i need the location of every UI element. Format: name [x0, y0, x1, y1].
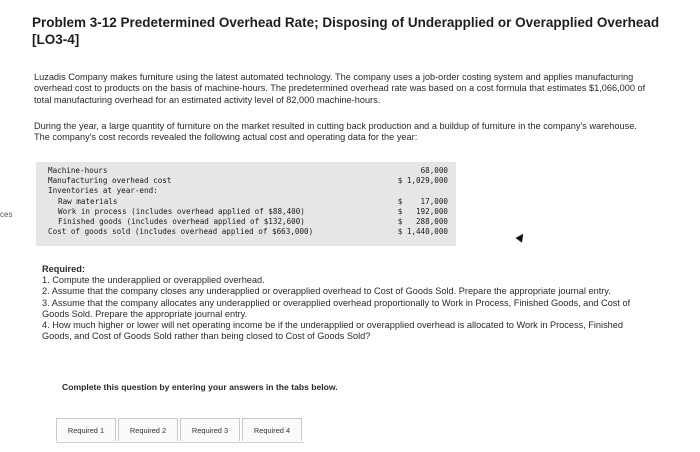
problem-title: Problem 3-12 Predetermined Overhead Rate; Disposing of Underapplied or Overapplied Overhead [LO3-4] — [32, 15, 660, 47]
row-label: Work in process (includes overhead applied of $88,400) — [58, 207, 305, 216]
table-row — [36, 217, 456, 227]
row-label: Cost of goods sold (includes overhead applied of $663,000) — [48, 227, 314, 236]
required-item-1: 1. Compute the underapplied or overapplied overhead. — [42, 275, 265, 286]
table-row — [36, 227, 456, 237]
tab-required-2[interactable]: Required 2 — [118, 418, 178, 441]
cost-data-table — [36, 162, 456, 246]
table-row — [36, 197, 456, 207]
table-row — [36, 186, 456, 196]
problem-paragraph-1: Luzadis Company makes furniture using the latest automated technology. The company uses a job-order costing system and applies manufacturing overhead cost to products on the basis of machine-hours. The predetermined overhead rate was based on a cost formula that estimates $1,066,000 of total manufacturing overhead for an estimated activity level of 82,000 machine-hours. — [34, 72, 646, 105]
required-item-2: 2. Assume that the company closes any underapplied or overapplied overhead to Cost of Goods Sold. Prepare the appropriate journal entry. — [42, 286, 611, 297]
problem-paragraph-2: During the year, a large quantity of furniture on the market resulted in cutting back production and a buildup of furniture in the company's warehouse. The company's cost records revealed the following actual cost and operating data for the year: — [34, 121, 637, 143]
tab-required-1[interactable]: Required 1 — [56, 418, 116, 441]
required-heading: Required: — [42, 264, 85, 274]
tab-required-4[interactable]: Required 4 — [242, 418, 302, 441]
row-label: Manufacturing overhead cost — [48, 176, 172, 185]
row-value: $ 288,000 — [397, 217, 448, 226]
row-value: 68,000 — [420, 166, 448, 175]
row-value: $ 192,000 — [397, 207, 448, 216]
row-value: $ 1,029,000 — [397, 176, 448, 185]
instruction-text: Complete this question by entering your answers in the tabs below. — [62, 382, 338, 392]
mouse-cursor-icon — [515, 231, 526, 242]
table-row — [36, 207, 456, 217]
required-section — [42, 264, 642, 342]
row-value: $ 17,000 — [397, 197, 448, 206]
row-label: Inventories at year-end: — [48, 186, 158, 195]
row-label: Raw materials — [58, 197, 118, 206]
table-row — [36, 166, 456, 176]
sidebar-label: ces — [0, 210, 13, 219]
required-item-3: 3. Assume that the company allocates any underapplied or overapplied overhead proportionally to Work in Process, Finished Goods, and Cost of Goods Sold. Prepare the appropriate journal entry. — [42, 297, 631, 319]
row-label: Finished goods (includes overhead applied of $132,600) — [58, 217, 305, 226]
table-row — [36, 176, 456, 186]
required-tabs — [56, 418, 304, 443]
row-label: Machine-hours — [48, 166, 108, 175]
row-value: $ 1,440,000 — [397, 227, 448, 236]
required-item-4: 4. How much higher or lower will net operating income be if the underapplied or overapplied overhead is allocated to Work in Process, Finished Goods, and Cost of Goods Sold rather than being closed to Cost of Goods Sold? — [42, 320, 623, 342]
tab-required-3[interactable]: Required 3 — [180, 418, 240, 441]
